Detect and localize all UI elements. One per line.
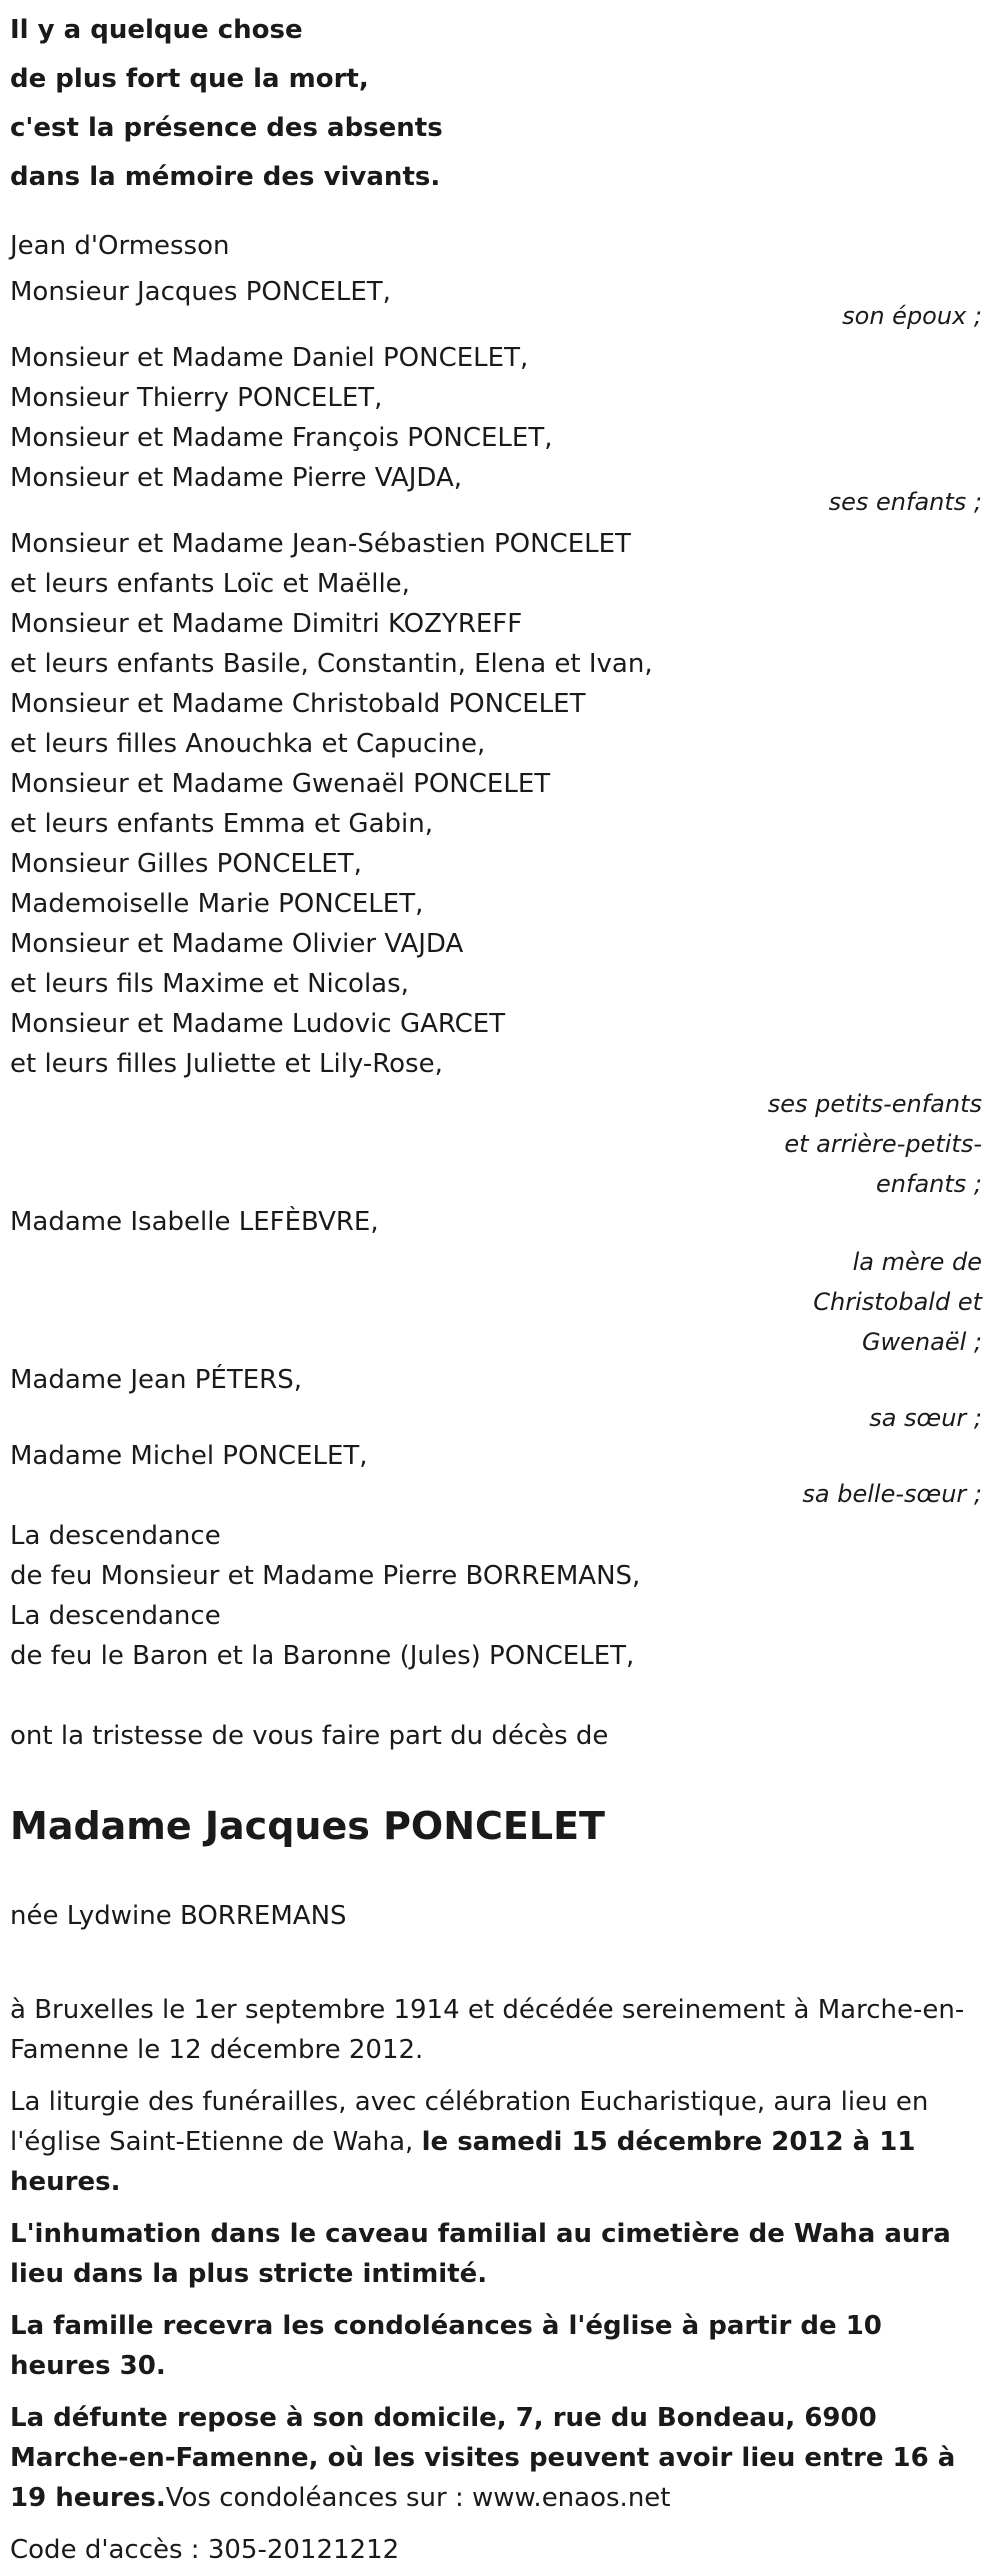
liturgy-text: La liturgie des funérailles, avec célébration Eucharistique, aura lieu en l'église Saint-Etienne de Waha, [10,2087,929,2157]
family-member: de feu Monsieur et Madame Pierre BORREMANS, [10,1561,641,1591]
family-member: et leurs enfants Emma et Gabin, [10,809,433,839]
family-member: Madame Jean PÉTERS, [10,1365,302,1395]
family-member: Monsieur et Madame Daniel PONCELET, [10,343,529,373]
relation-line: Christobald et [813,1288,982,1316]
deceased-name: Madame Jacques PONCELET [10,1804,605,1848]
family-member: Mademoiselle Marie PONCELET, [10,889,424,919]
relation-line: et arrière-petits- [784,1130,982,1158]
family-member: Monsieur et Madame Jean-Sébastien PONCELET [10,529,631,559]
quote [10,0,990,202]
access-code: Code d'accès : 305-20121212 [10,2535,400,2565]
rest-place-text: La défunte repose à son domicile, 7, rue du Bondeau, 6900 Marche-en-Famenne, où les visites peuvent avoir lieu entre 16 à 19 heures. [10,2403,956,2513]
quote-line: c'est la présence des absents [10,113,443,143]
relation-label: sa belle-sœur ; [802,1480,982,1508]
relation-line: la mère de [852,1248,982,1276]
relation-label: ses enfants ; [828,488,982,516]
family-member: Madame Isabelle LEFÈBVRE, [10,1207,379,1237]
liturgy-date: le samedi 15 décembre 2012 à 11 heures. [10,2127,916,2197]
family-group-descendants [10,1516,990,1676]
announcement: ont la tristesse de vous faire part du décès de [10,1721,609,1751]
family-member: Monsieur et Madame Olivier VAJDA [10,929,464,959]
relation-label: son époux ; [842,302,982,330]
born-name: née Lydwine BORREMANS [10,1901,347,1931]
family-member: La descendance [10,1601,221,1631]
family-group-children [10,338,990,522]
quote-author: Jean d'Ormesson [10,231,230,261]
quote-line: dans la mémoire des vivants. [10,162,441,192]
family-member: et leurs filles Anouchka et Capucine, [10,729,486,759]
family-member: Monsieur Thierry PONCELET, [10,383,383,413]
family-member: Monsieur et Madame Ludovic GARCET [10,1009,506,1039]
family-member: Monsieur Gilles PONCELET, [10,849,362,879]
family-member: Madame Michel PONCELET, [10,1441,368,1471]
family-member: Monsieur et Madame Pierre VAJDA, [10,463,462,493]
family-member: et leurs filles Juliette et Lily-Rose, [10,1049,443,1079]
relation-line: Gwenaël ; [861,1328,982,1356]
family-member: Monsieur et Madame Gwenaël PONCELET [10,769,551,799]
family-member: Monsieur et Madame François PONCELET, [10,423,553,453]
relation-label [722,1242,990,1362]
family-group-grandchildren [10,524,990,1204]
online-condolences-text: Vos condoléances sur : www.enaos.net [165,2483,671,2513]
birth-death-text: à Bruxelles le 1er septembre 1914 et décédée sereinement à Marche-en-Famenne le 12 décembre 2012. [10,1995,965,2065]
family-member: Monsieur Jacques PONCELET, [10,277,391,307]
family-member: et leurs enfants Loïc et Maëlle, [10,569,410,599]
family-group-mother [10,1202,990,1362]
burial-text: L'inhumation dans le caveau familial au cimetière de Waha aura lieu dans la plus stricte intimité. [10,2219,951,2289]
family-group-sister [10,1360,990,1438]
family-group-spouse [10,272,990,336]
quote-line: Il y a quelque chose [10,15,303,45]
condolences-church-text: La famille recevra les condoléances à l'église à partir de 10 heures 30. [10,2311,882,2381]
family-member: de feu le Baron et la Baronne (Jules) PONCELET, [10,1641,635,1671]
family-member: et leurs fils Maxime et Nicolas, [10,969,409,999]
family-group-sister-in-law [10,1436,990,1514]
family-member: Monsieur et Madame Dimitri KOZYREFF [10,609,523,639]
relation-line: ses petits-enfants [767,1090,982,1118]
relation-label: sa sœur ; [869,1404,982,1432]
family-member: et leurs enfants Basile, Constantin, Elena et Ivan, [10,649,653,679]
relation-line: enfants ; [876,1170,982,1198]
family-member: Monsieur et Madame Christobald PONCELET [10,689,586,719]
quote-line: de plus fort que la mort, [10,64,369,94]
liturgy-paragraph [10,2082,990,2202]
rest-place-paragraph [10,2398,990,2518]
relation-label [722,1084,990,1204]
family-member: La descendance [10,1521,221,1551]
